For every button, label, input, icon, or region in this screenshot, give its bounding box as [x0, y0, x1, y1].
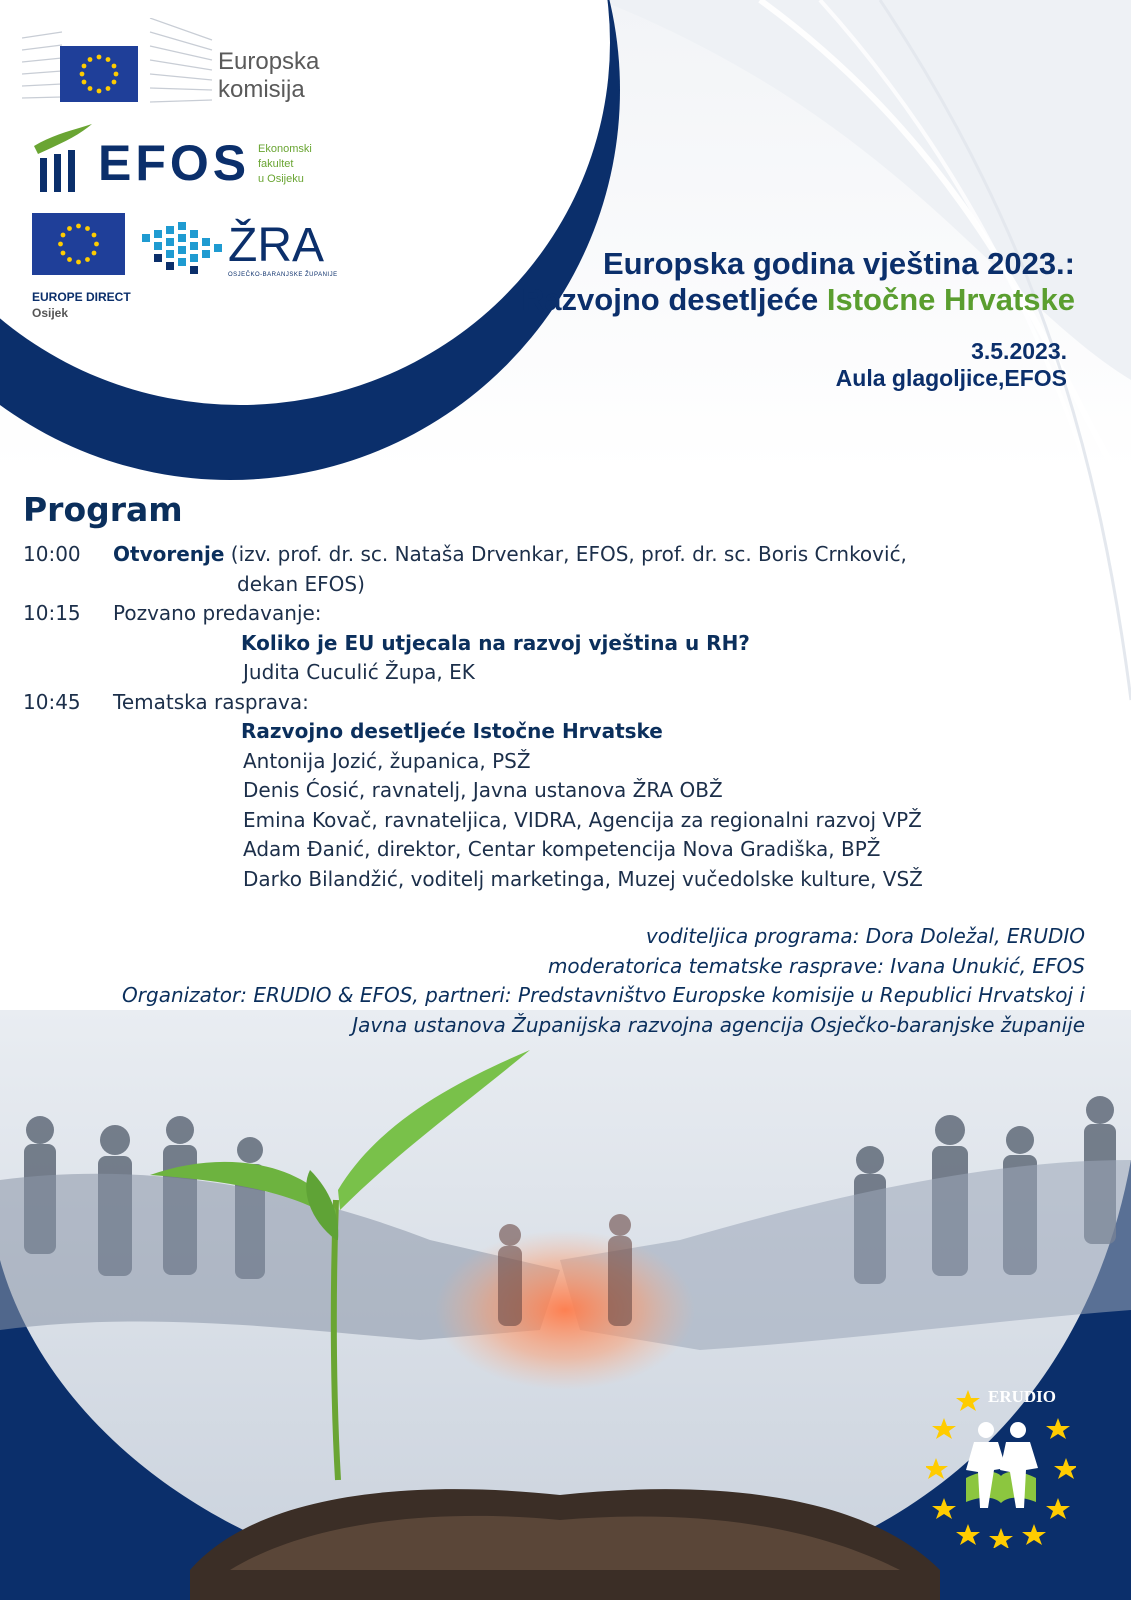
program-item-opening [113, 540, 907, 570]
event-title-line1: Europska godina vještina 2023.: [602, 246, 1075, 281]
invited-lecture-speaker: Judita Cuculić Župa, EK [243, 660, 475, 684]
credits-organizer: Organizator: ERUDIO & EFOS, partneri: Predstavništvo Europske komisije u Republici Hrvatskoj i [122, 983, 1085, 1007]
panelist-1: Antonija Jozić, županica, PSŽ [243, 748, 531, 773]
europe-direct-flag-icon [32, 213, 125, 275]
zra-name: ŽRA [228, 219, 324, 272]
panel-discussion-topic: Razvojno desetljeće Istočne Hrvatske [241, 719, 663, 743]
efos-subtitle: Ekonomski fakultet u Osijeku [258, 143, 312, 185]
credits-moderator: moderatorica tematske rasprave: Ivana Unukić, EFOS [547, 953, 1085, 978]
program-credits [122, 922, 1085, 1040]
invited-lecture-label: Pozvano predavanje: [113, 601, 322, 625]
event-venue: Aula glagoljice,EFOS [835, 365, 1067, 391]
event-title [522, 246, 1075, 318]
program-time-1: 10:00 [23, 542, 81, 566]
panel-discussion-label: Tematska rasprava: [113, 689, 309, 714]
program-time-3: 10:45 [23, 689, 81, 714]
europe-direct-city: Osijek [32, 306, 69, 320]
ec-name-text: Europska komisija [218, 48, 320, 103]
event-title-highlight: Istočne Hrvatske [826, 282, 1075, 317]
panelist-3: Emina Kovač, ravnateljica, VIDRA, Agencija za regionalni razvoj VPŽ [243, 807, 922, 832]
erudio-wordmark: ERUDIO [988, 1387, 1057, 1406]
event-meta [836, 338, 1067, 392]
zra-subtitle: OSJEČKO-BARANJSKE ŽUPANIJE [228, 272, 338, 278]
program-heading: Program [23, 490, 183, 529]
event-title-line2: Razvojno desetljeće Istočne Hrvatske [521, 282, 1075, 317]
panelist-4: Adam Đanić, direktor, Centar kompetencija Nova Gradiška, BPŽ [243, 837, 881, 861]
panelist-2: Denis Ćosić, ravnatelj, Javna ustanova ŽRA OBŽ [243, 778, 723, 802]
event-date: 3.5.2023. [971, 338, 1067, 364]
invited-lecture-topic: Koliko je EU utjecala na razvoj vještina u RH? [241, 630, 750, 655]
credits-organizer-cont: Javna ustanova Županijska razvojna agencija Osječko-baranjske županije [352, 1012, 1085, 1037]
program-time-2: 10:15 [23, 601, 81, 625]
europe-direct-label: EUROPE DIRECT [32, 290, 131, 304]
panelist-5: Darko Bilandžić, voditelj marketinga, Muzej vučedolske kulture, VSŽ [243, 866, 923, 891]
credits-host: voditeljica programa: Dora Doležal, ERUDIO [645, 924, 1085, 948]
opening-title: Otvorenje [113, 542, 225, 566]
erudio-logo [926, 1378, 1076, 1548]
opening-speakers-continuation: dekan EFOS) [237, 571, 365, 596]
efos-name: EFOS [98, 135, 251, 191]
opening-speakers: (izv. prof. dr. sc. Nataša Drvenkar, EFOS, prof. dr. sc. Boris Crnković, [224, 542, 907, 566]
